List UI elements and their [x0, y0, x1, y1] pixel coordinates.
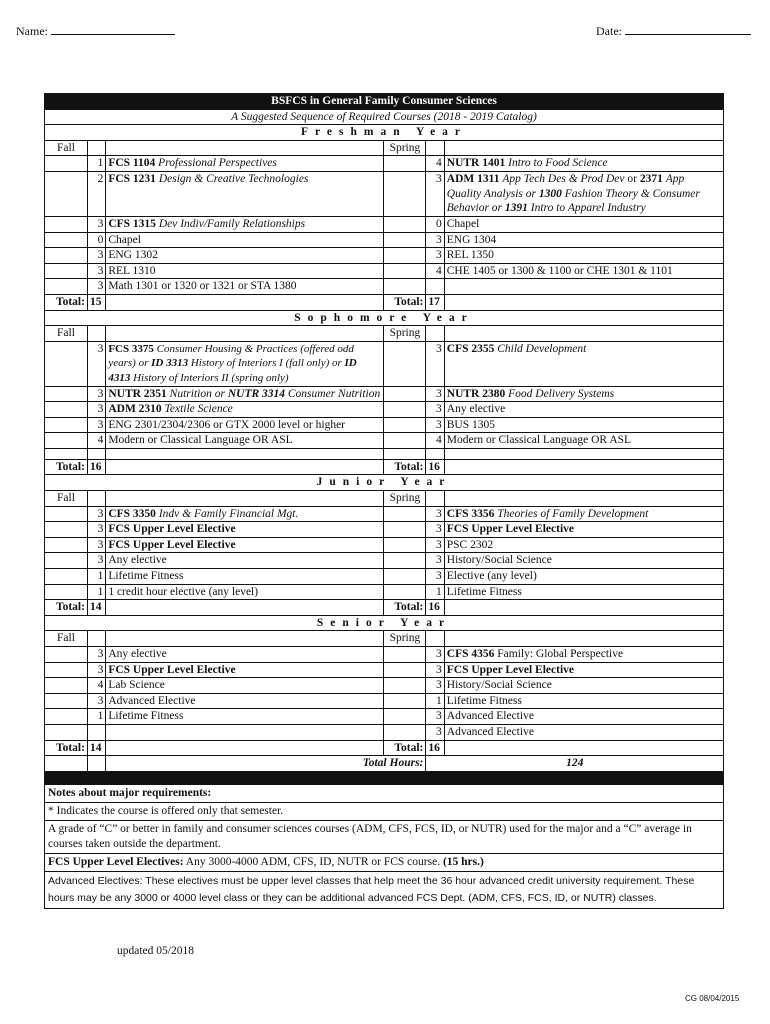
credit-hours: 3 — [426, 647, 444, 663]
course-row — [45, 709, 724, 725]
fall-course: Advanced Elective — [106, 693, 384, 709]
note-label: FCS Upper Level Electives: — [48, 855, 184, 868]
spring-course: BUS 1305 — [444, 417, 723, 433]
credit-hours: 3 — [426, 678, 444, 694]
fall-course: Lab Science — [106, 678, 384, 694]
fall-label: Fall — [45, 140, 88, 156]
year-heading-row — [45, 615, 724, 631]
course-row — [45, 537, 724, 553]
spring-course: History/Social Science — [444, 553, 723, 569]
credit-hours: 3 — [87, 647, 105, 663]
credit-hours: 1 — [426, 693, 444, 709]
credit-hours: 0 — [87, 232, 105, 248]
credit-hours: 4 — [426, 156, 444, 172]
total-hours-value: 124 — [426, 756, 724, 772]
course-code: CFS 2355 — [446, 342, 495, 355]
course-row — [45, 417, 724, 433]
note-text: A grade of “C” or better in family and consumer sciences courses (ADM, CFS, FCS, ID, or NUTR) used for the major and a “C” average in courses taken outside the department. — [45, 820, 724, 853]
total-label: Total: — [384, 459, 426, 475]
credit-hours: 1 — [87, 569, 105, 585]
course-code: 1391 — [504, 202, 528, 215]
course-code: NUTR 2351 — [108, 387, 167, 400]
note-hours: (15 hrs.) — [442, 855, 484, 868]
course-code: 1300 — [538, 187, 562, 200]
fall-course: Lifetime Fitness — [106, 569, 384, 585]
course-code: ID 3313 — [151, 357, 189, 370]
freshman-heading: Freshman Year — [45, 125, 724, 141]
total-label: Total: — [45, 294, 88, 310]
fall-course: FCS Upper Level Elective — [106, 537, 384, 553]
credit-hours: 3 — [87, 522, 105, 538]
course-row — [45, 569, 724, 585]
credit-hours: 0 — [426, 216, 444, 232]
course-code: CFS 3356 — [446, 507, 495, 520]
semester-label-row — [45, 326, 724, 342]
course-title: Textile Science — [164, 403, 233, 416]
spring-course — [444, 171, 723, 216]
credit-hours: 3 — [426, 506, 444, 522]
spring-course — [444, 506, 723, 522]
total-hours-row — [45, 756, 724, 772]
note-row — [45, 802, 724, 820]
credit-hours: 3 — [426, 232, 444, 248]
course-title: Indv & Family Financial Mgt. — [158, 507, 299, 520]
credit-hours: 4 — [87, 678, 105, 694]
credit-hours: 3 — [426, 341, 444, 386]
course-title: Professional Perspectives — [158, 157, 277, 170]
spring-course: Modern or Classical Language OR ASL — [444, 433, 723, 449]
course-code: NUTR 3314 — [227, 387, 286, 400]
credit-hours: 1 — [87, 584, 105, 600]
divider-bar — [45, 771, 724, 784]
course-title: Fashion Theory & Consumer Behavior or — [446, 187, 700, 215]
credit-hours: 3 — [426, 402, 444, 418]
date-underline[interactable] — [625, 24, 751, 35]
credit-hours: 3 — [87, 537, 105, 553]
course-row — [45, 171, 724, 216]
blank-row — [45, 448, 724, 459]
spring-course: Advanced Elective — [444, 709, 723, 725]
year-heading-row — [45, 310, 724, 326]
footer-code: CG 08/04/2015 — [685, 994, 740, 1003]
credit-hours: 3 — [87, 248, 105, 264]
total-label: Total: — [384, 600, 426, 616]
note-row — [45, 853, 724, 871]
spring-course: FCS Upper Level Elective — [444, 522, 723, 538]
course-code: CFS 4356 — [446, 648, 495, 660]
fall-total: 14 — [87, 740, 105, 756]
fall-course: Any elective — [106, 647, 384, 663]
totals-row — [45, 294, 724, 310]
course-title: History of Interiors II (spring only) — [133, 371, 289, 384]
course-row — [45, 662, 724, 678]
credit-hours: 2 — [87, 171, 105, 216]
course-row — [45, 522, 724, 538]
totals-row — [45, 740, 724, 756]
spring-label: Spring — [384, 631, 426, 647]
credit-hours: 3 — [426, 522, 444, 538]
credit-hours: 1 — [426, 584, 444, 600]
name-label: Name: — [16, 24, 48, 38]
note-text: * Indicates the course is offered only that semester. — [45, 802, 724, 820]
course-row — [45, 263, 724, 279]
semester-label-row — [45, 491, 724, 507]
course-code: ID 4313 — [108, 357, 357, 384]
spring-course — [444, 341, 723, 386]
credit-hours: 3 — [87, 341, 105, 386]
semester-label-row — [45, 631, 724, 647]
fall-course — [106, 386, 384, 402]
course-code: CFS 1315 — [108, 217, 156, 230]
course-title: History of Interiors I (fall only) or — [190, 357, 342, 370]
name-field — [16, 24, 175, 39]
course-row — [45, 678, 724, 694]
spring-course: History/Social Science — [444, 678, 723, 694]
name-underline[interactable] — [51, 24, 175, 35]
course-row — [45, 724, 724, 740]
senior-heading: Senior Year — [45, 615, 724, 631]
spring-label: Spring — [384, 140, 426, 156]
credit-hours: 3 — [87, 386, 105, 402]
course-title: Dev Indiv/Family Relationships — [158, 217, 306, 230]
fall-course: FCS Upper Level Elective — [106, 522, 384, 538]
course-row — [45, 156, 724, 172]
credit-hours: 3 — [87, 662, 105, 678]
fall-course: 1 credit hour elective (any level) — [106, 584, 384, 600]
course-sequence-table — [44, 93, 724, 909]
course-row — [45, 553, 724, 569]
course-title: Intro to Food Science — [508, 157, 608, 170]
degree-title: BSFCS in General Family Consumer Sciences — [45, 94, 724, 110]
credit-hours: 3 — [87, 263, 105, 279]
fall-course — [106, 216, 384, 232]
updated-date: updated 05/2018 — [117, 945, 194, 957]
spring-course — [444, 647, 723, 663]
spring-course: ENG 1304 — [444, 232, 723, 248]
fall-total: 15 — [87, 294, 105, 310]
spring-course — [444, 386, 723, 402]
credit-hours: 3 — [87, 279, 105, 295]
credit-hours: 3 — [426, 537, 444, 553]
course-row — [45, 386, 724, 402]
course-title: Design & Creative Technologies — [158, 172, 309, 185]
spring-label: Spring — [384, 491, 426, 507]
credit-hours: 3 — [426, 386, 444, 402]
credit-hours: 3 — [87, 693, 105, 709]
spring-course: Any elective — [444, 402, 723, 418]
credit-hours: 1 — [87, 709, 105, 725]
course-code: ADM 1311 — [446, 172, 500, 185]
course-code: CFS 3350 — [108, 507, 156, 520]
spring-total: 16 — [426, 459, 444, 475]
fall-course: Math 1301 or 1320 or 1321 or STA 1380 — [106, 279, 384, 295]
or-text: or — [627, 172, 637, 185]
totals-row — [45, 459, 724, 475]
course-title: Consumer Housing & Practices (offered odd years) or — [108, 342, 354, 370]
junior-heading: Junior Year — [45, 475, 724, 491]
total-hours-label: Total Hours: — [106, 756, 426, 772]
credit-hours: 3 — [426, 171, 444, 216]
credit-hours: 4 — [426, 433, 444, 449]
title-row — [45, 94, 724, 110]
course-title: Theories of Family Development — [497, 507, 649, 520]
fall-total: 16 — [87, 459, 105, 475]
spring-course: Elective (any level) — [444, 569, 723, 585]
year-heading-row — [45, 475, 724, 491]
spring-course: PSC 2302 — [444, 537, 723, 553]
fall-course: REL 1310 — [106, 263, 384, 279]
course-title: App Tech Des & Prod Dev — [502, 172, 625, 185]
fall-course: Lifetime Fitness — [106, 709, 384, 725]
fall-course — [106, 506, 384, 522]
course-row — [45, 402, 724, 418]
fall-course — [106, 156, 384, 172]
credit-hours: 3 — [87, 553, 105, 569]
fall-label: Fall — [45, 491, 88, 507]
note-text — [45, 853, 724, 871]
totals-row — [45, 600, 724, 616]
spring-course: CHE 1405 or 1300 & 1100 or CHE 1301 & 1101 — [444, 263, 723, 279]
credit-hours: 3 — [87, 402, 105, 418]
course-row — [45, 433, 724, 449]
fall-label: Fall — [45, 326, 88, 342]
credit-hours: 3 — [426, 569, 444, 585]
fall-course — [106, 402, 384, 418]
course-title: Nutrition or — [169, 387, 225, 400]
course-title: Consumer Nutrition — [287, 387, 381, 400]
note-row — [45, 820, 724, 853]
notes-heading: Notes about major requirements: — [45, 784, 724, 802]
notes-heading-row — [45, 784, 724, 802]
date-label: Date: — [596, 24, 622, 38]
spring-course — [444, 156, 723, 172]
course-title: Family: Global Perspective — [497, 648, 624, 660]
course-row — [45, 279, 724, 295]
spring-total: 16 — [426, 740, 444, 756]
credit-hours: 3 — [87, 216, 105, 232]
course-code: 2371 — [639, 172, 663, 185]
course-title: App Quality Analysis or — [446, 172, 685, 200]
credit-hours: 1 — [87, 156, 105, 172]
course-code: FCS 1104 — [108, 157, 156, 170]
note-text: Advanced Electives: These electives must be upper level classes that help meet the 36 hour advanced credit university requirement. These hours may be any 3000 or 4000 level class or they can be additional advanced FCS Dept. (ADM, CFS, FCS, ID, or NUTR) classes. — [45, 871, 724, 908]
degree-subtitle: A Suggested Sequence of Required Courses (2018 - 2019 Catalog) — [45, 109, 724, 125]
year-heading-row — [45, 125, 724, 141]
course-row — [45, 232, 724, 248]
spring-course: FCS Upper Level Elective — [444, 662, 723, 678]
subtitle-row — [45, 109, 724, 125]
note-row — [45, 871, 724, 908]
date-field — [596, 24, 751, 39]
course-row — [45, 506, 724, 522]
credit-hours: 3 — [426, 709, 444, 725]
course-row — [45, 693, 724, 709]
fall-course: Chapel — [106, 232, 384, 248]
course-code: FCS 3375 — [108, 342, 154, 355]
course-title: Child Development — [497, 342, 587, 355]
course-row — [45, 248, 724, 264]
course-code: ADM 2310 — [108, 403, 162, 416]
fall-course — [106, 341, 384, 386]
fall-course: FCS Upper Level Elective — [106, 662, 384, 678]
spring-course: Chapel — [444, 216, 723, 232]
fall-label: Fall — [45, 631, 88, 647]
course-code: NUTR 2380 — [446, 387, 506, 400]
credit-hours: 4 — [426, 263, 444, 279]
total-label: Total: — [45, 459, 88, 475]
semester-label-row — [45, 140, 724, 156]
course-title: Food Delivery Systems — [508, 387, 615, 400]
total-label: Total: — [384, 740, 426, 756]
credit-hours: 3 — [426, 248, 444, 264]
fall-course: Modern or Classical Language OR ASL — [106, 433, 384, 449]
spring-course: REL 1350 — [444, 248, 723, 264]
course-title: Intro to Apparel Industry — [530, 202, 646, 215]
spring-course: Lifetime Fitness — [444, 693, 723, 709]
total-label: Total: — [384, 294, 426, 310]
fall-course — [106, 171, 384, 216]
spring-total: 16 — [426, 600, 444, 616]
spring-course: Lifetime Fitness — [444, 584, 723, 600]
credit-hours: 3 — [426, 662, 444, 678]
total-label: Total: — [45, 600, 88, 616]
sophomore-heading: Sophomore Year — [45, 310, 724, 326]
course-row — [45, 341, 724, 386]
spring-label: Spring — [384, 326, 426, 342]
spring-course: Advanced Elective — [444, 724, 723, 740]
course-row — [45, 647, 724, 663]
fall-course: ENG 1302 — [106, 248, 384, 264]
credit-hours: 3 — [426, 724, 444, 740]
credit-hours: 3 — [87, 506, 105, 522]
credit-hours: 3 — [426, 417, 444, 433]
fall-total: 14 — [87, 600, 105, 616]
course-code: NUTR 1401 — [446, 157, 506, 170]
credit-hours: 4 — [87, 433, 105, 449]
credit-hours: 3 — [426, 553, 444, 569]
course-row — [45, 216, 724, 232]
total-label: Total: — [45, 740, 88, 756]
fall-course: ENG 2301/2304/2306 or GTX 2000 level or higher — [106, 417, 384, 433]
course-code: FCS 1231 — [108, 172, 156, 185]
note-body: Any 3000-4000 ADM, CFS, ID, NUTR or FCS course. — [185, 855, 441, 868]
fall-course: Any elective — [106, 553, 384, 569]
spring-total: 17 — [426, 294, 444, 310]
credit-hours: 3 — [87, 417, 105, 433]
course-row — [45, 584, 724, 600]
